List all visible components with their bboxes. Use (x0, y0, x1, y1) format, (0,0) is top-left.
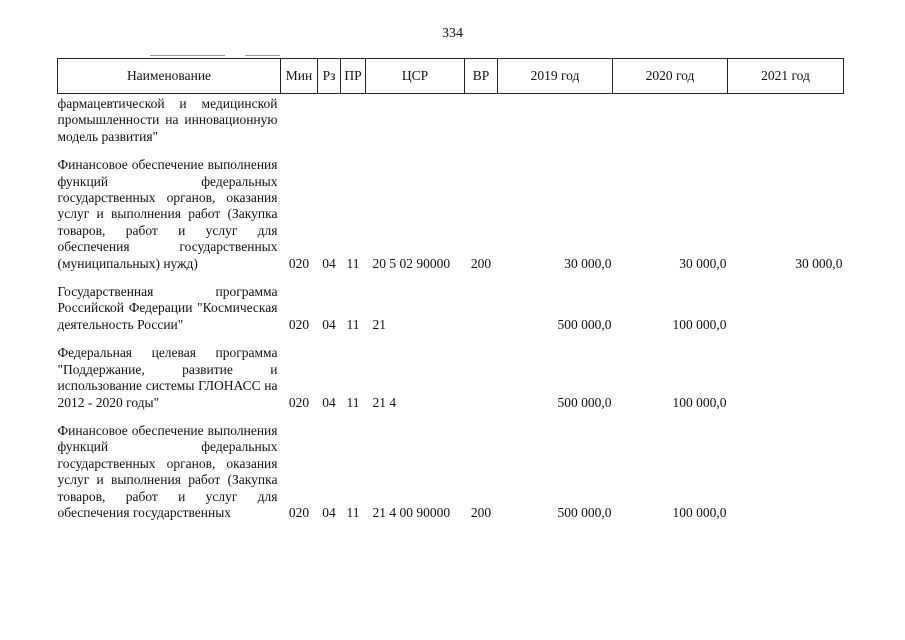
row-vr: 200 (470, 256, 492, 272)
row-2019: 30 000,0 (564, 256, 612, 272)
budget-table (57, 58, 844, 521)
table-row (58, 423, 844, 521)
row-2020 (613, 94, 728, 146)
header-csr: ЦСР (366, 59, 465, 94)
page-number: 334 (442, 26, 463, 41)
row-rz: 04 (322, 317, 336, 333)
row-rz (318, 94, 341, 146)
table-body (58, 94, 844, 522)
table-header (58, 59, 844, 94)
row-2021 (728, 345, 844, 411)
row-min: 020 (288, 505, 310, 521)
row-pr: 11 (346, 394, 360, 410)
header-min: Мин (281, 59, 318, 94)
row-csr: 21 4 00 90000 (372, 505, 451, 521)
row-min: 020 (288, 317, 310, 333)
header-pr: ПР (341, 59, 366, 94)
row-csr: 21 (372, 317, 386, 333)
row-pr (341, 94, 366, 146)
row-pr: 11 (346, 317, 360, 333)
row-name: фармацевтической и медицинской промышленности на инновационную модель развития" (57, 96, 278, 144)
table-row (58, 284, 844, 333)
row-min: 020 (288, 256, 310, 272)
header-2021: 2021 год (728, 59, 844, 94)
row-name: Финансовое обеспечение выполнения функций федеральных государственных органов, оказания услуг и выполнения работ (Закупка товаров, работ и услуг для обеспечения государственных (57, 422, 278, 520)
row-min (281, 94, 318, 146)
row-name: Финансовое обеспечение выполнения функций федеральных государственных органов, оказания услуг и выполнения работ (Закупка товаров, работ и услуг для обеспечения государственных (муниципальных) нужд) (57, 157, 278, 271)
row-2019 (498, 94, 613, 146)
row-rz: 04 (322, 505, 336, 521)
row-2020: 100 000,0 (672, 394, 727, 410)
row-rz: 04 (322, 256, 336, 272)
row-2019: 500 000,0 (557, 317, 612, 333)
row-vr: 200 (470, 505, 492, 521)
header-vr: ВР (465, 59, 498, 94)
row-2021: 30 000,0 (795, 256, 843, 272)
row-csr: 21 4 (372, 394, 397, 410)
row-vr (465, 345, 498, 411)
row-2019: 500 000,0 (557, 505, 612, 521)
table-row (58, 94, 844, 146)
row-2020: 100 000,0 (672, 317, 727, 333)
row-pr: 11 (346, 256, 360, 272)
row-2021 (728, 94, 844, 146)
scan-artifact-line (245, 55, 280, 56)
scan-artifact-line (150, 55, 225, 56)
header-2020: 2020 год (613, 59, 728, 94)
row-2021 (728, 423, 844, 521)
row-spacer (58, 333, 844, 345)
header-2019: 2019 год (498, 59, 613, 94)
row-2019: 500 000,0 (557, 394, 612, 410)
row-2020: 100 000,0 (672, 505, 727, 521)
row-spacer (58, 145, 844, 157)
row-name: Федеральная целевая программа "Поддержание, развитие и использование системы ГЛОНАСС на 2012 - 2020 годы" (57, 345, 278, 410)
header-row (58, 59, 844, 94)
row-2021 (728, 284, 844, 333)
row-csr: 20 5 02 90000 (372, 256, 451, 272)
row-csr (366, 94, 465, 146)
row-min: 020 (288, 394, 310, 410)
row-2020: 30 000,0 (679, 256, 727, 272)
header-name: Наименование (58, 59, 281, 94)
row-vr (465, 94, 498, 146)
table-row (58, 345, 844, 411)
row-spacer (58, 411, 844, 423)
row-vr (465, 284, 498, 333)
row-name: Государственная программа Российской Федерации "Космическая деятельность России" (57, 284, 278, 332)
row-pr: 11 (346, 505, 360, 521)
header-rz: Рз (318, 59, 341, 94)
table-row (58, 157, 844, 272)
row-rz: 04 (322, 394, 336, 410)
row-spacer (58, 272, 844, 284)
